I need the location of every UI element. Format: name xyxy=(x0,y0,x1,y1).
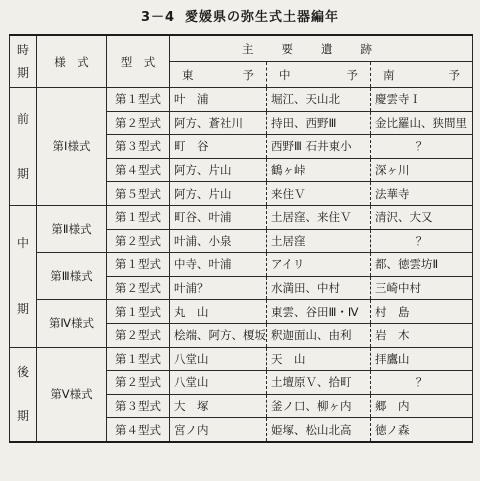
header-east-char-2: 予 xyxy=(242,67,254,82)
south-cell: 慶雲寺Ｉ xyxy=(371,88,473,112)
type-cell: 第１型式 xyxy=(107,300,170,324)
middle-cell: 姫塚、松山北高 xyxy=(267,418,371,442)
header-south-char-1: 南 xyxy=(383,67,395,82)
east-cell: 桧端、阿方、榎坂 xyxy=(170,323,267,347)
middle-cell: 来住Ｖ xyxy=(267,182,371,206)
table-row xyxy=(10,205,473,229)
header-middle-char-1: 中 xyxy=(279,67,291,82)
type-cell: 第４型式 xyxy=(107,158,170,182)
period-zenki-char-2: 期 xyxy=(16,166,29,181)
south-cell: 法華寺 xyxy=(371,182,473,206)
type-cell: 第３型式 xyxy=(107,394,170,418)
header-south-char-2: 予 xyxy=(448,67,461,82)
south-cell: 郷 内 xyxy=(371,394,473,418)
south-cell: ？ xyxy=(371,371,473,395)
period-koki-char-1: 後 xyxy=(16,365,29,380)
east-cell: 丸 山 xyxy=(170,300,267,324)
type-cell: 第２型式 xyxy=(107,229,170,253)
middle-cell: 西野Ⅲ 石井東小 xyxy=(267,135,371,159)
header-main-sites xyxy=(170,35,473,62)
header-jiki-char-2: 期 xyxy=(16,66,29,80)
middle-cell: アイリ xyxy=(267,253,371,277)
table-row xyxy=(10,88,473,112)
header-yoshiki: 様 式 xyxy=(37,35,107,88)
east-cell: 大 塚 xyxy=(170,394,267,418)
period-koki xyxy=(10,347,37,442)
type-cell: 第５型式 xyxy=(107,182,170,206)
middle-cell: 土居窪 xyxy=(267,229,371,253)
header-middle xyxy=(267,62,371,88)
east-cell: 叶浦？ xyxy=(170,276,267,300)
type-cell: 第３型式 xyxy=(107,135,170,159)
style-4: 第Ⅳ様式 xyxy=(37,300,107,347)
east-cell: 叶 浦 xyxy=(170,88,267,112)
middle-cell: 天 山 xyxy=(267,347,371,371)
table-row xyxy=(10,253,473,277)
type-cell: 第４型式 xyxy=(107,418,170,442)
type-cell: 第２型式 xyxy=(107,371,170,395)
header-east-char-1: 東 xyxy=(182,67,194,82)
table-row xyxy=(10,300,473,324)
style-5: 第Ⅴ様式 xyxy=(37,347,107,442)
header-jiki-char-1: 時 xyxy=(16,43,29,57)
middle-cell: 釜ノ口、柳ヶ内 xyxy=(267,394,371,418)
middle-cell: 持田、西野Ⅲ xyxy=(267,111,371,135)
east-cell: 中寺、叶浦 xyxy=(170,253,267,277)
chronology-table xyxy=(9,34,473,443)
middle-cell: 土居窪、来住Ｖ xyxy=(267,205,371,229)
south-cell: 金比羅山、狭間里 xyxy=(371,111,473,135)
type-cell: 第１型式 xyxy=(107,88,170,112)
type-cell: 第１型式 xyxy=(107,347,170,371)
south-cell: 岩 木 xyxy=(371,323,473,347)
east-cell: 阿方、片山 xyxy=(170,158,267,182)
type-cell: 第１型式 xyxy=(107,253,170,277)
east-cell: 叶浦、小泉 xyxy=(170,229,267,253)
table-number: 3－4 xyxy=(140,10,176,25)
header-jiki xyxy=(10,35,37,88)
east-cell: 町 谷 xyxy=(170,135,267,159)
south-cell: 村 島 xyxy=(371,300,473,324)
type-cell: 第１型式 xyxy=(107,205,170,229)
south-cell: 徳ノ森 xyxy=(371,418,473,442)
middle-cell: 水満田、中村 xyxy=(267,276,371,300)
south-cell: 拝鷹山 xyxy=(371,347,473,371)
table-title xyxy=(0,6,480,25)
south-cell: 深ヶ川 xyxy=(371,158,473,182)
period-chuki xyxy=(10,205,37,347)
east-cell: 宮ノ内 xyxy=(170,418,267,442)
period-zenki xyxy=(10,88,37,206)
table-title-text: 愛媛県の弥生式土器編年 xyxy=(185,10,340,25)
east-cell: 町谷、叶浦 xyxy=(170,205,267,229)
middle-cell: 堀江、天山北 xyxy=(267,88,371,112)
style-1: 第Ⅰ様式 xyxy=(37,88,107,206)
style-2: 第Ⅱ様式 xyxy=(37,205,107,252)
period-chuki-char-1: 中 xyxy=(16,236,29,251)
east-cell: 阿方、片山 xyxy=(170,182,267,206)
period-koki-char-2: 期 xyxy=(16,409,29,424)
middle-cell: 鶴ヶ峠 xyxy=(267,158,371,182)
header-south xyxy=(371,62,473,88)
type-cell: 第２型式 xyxy=(107,323,170,347)
east-cell: 八堂山 xyxy=(170,347,267,371)
middle-cell: 釈迦面山、由利 xyxy=(267,323,371,347)
style-3: 第Ⅲ様式 xyxy=(37,253,107,300)
header-middle-char-2: 予 xyxy=(346,67,358,82)
south-cell: ？ xyxy=(371,229,473,253)
south-cell: 都、徳雲坊Ⅱ xyxy=(371,253,473,277)
middle-cell: 土壇原Ｖ、拾町 xyxy=(267,371,371,395)
type-cell: 第２型式 xyxy=(107,111,170,135)
header-keishiki: 型 式 xyxy=(107,35,170,88)
south-cell: 三崎中村 xyxy=(371,276,473,300)
south-cell: 清沢、大又 xyxy=(371,205,473,229)
table-row xyxy=(10,347,473,371)
period-chuki-char-2: 期 xyxy=(16,302,29,317)
east-cell: 八堂山 xyxy=(170,371,267,395)
middle-cell: 東雲、谷田Ⅲ・Ⅳ xyxy=(267,300,371,324)
header-east xyxy=(170,62,267,88)
east-cell: 阿方、蒼社川 xyxy=(170,111,267,135)
type-cell: 第２型式 xyxy=(107,276,170,300)
period-zenki-char-1: 前 xyxy=(16,111,29,126)
header-main-sites-text: 主要遺跡 xyxy=(242,41,401,56)
south-cell: ？ xyxy=(371,135,473,159)
